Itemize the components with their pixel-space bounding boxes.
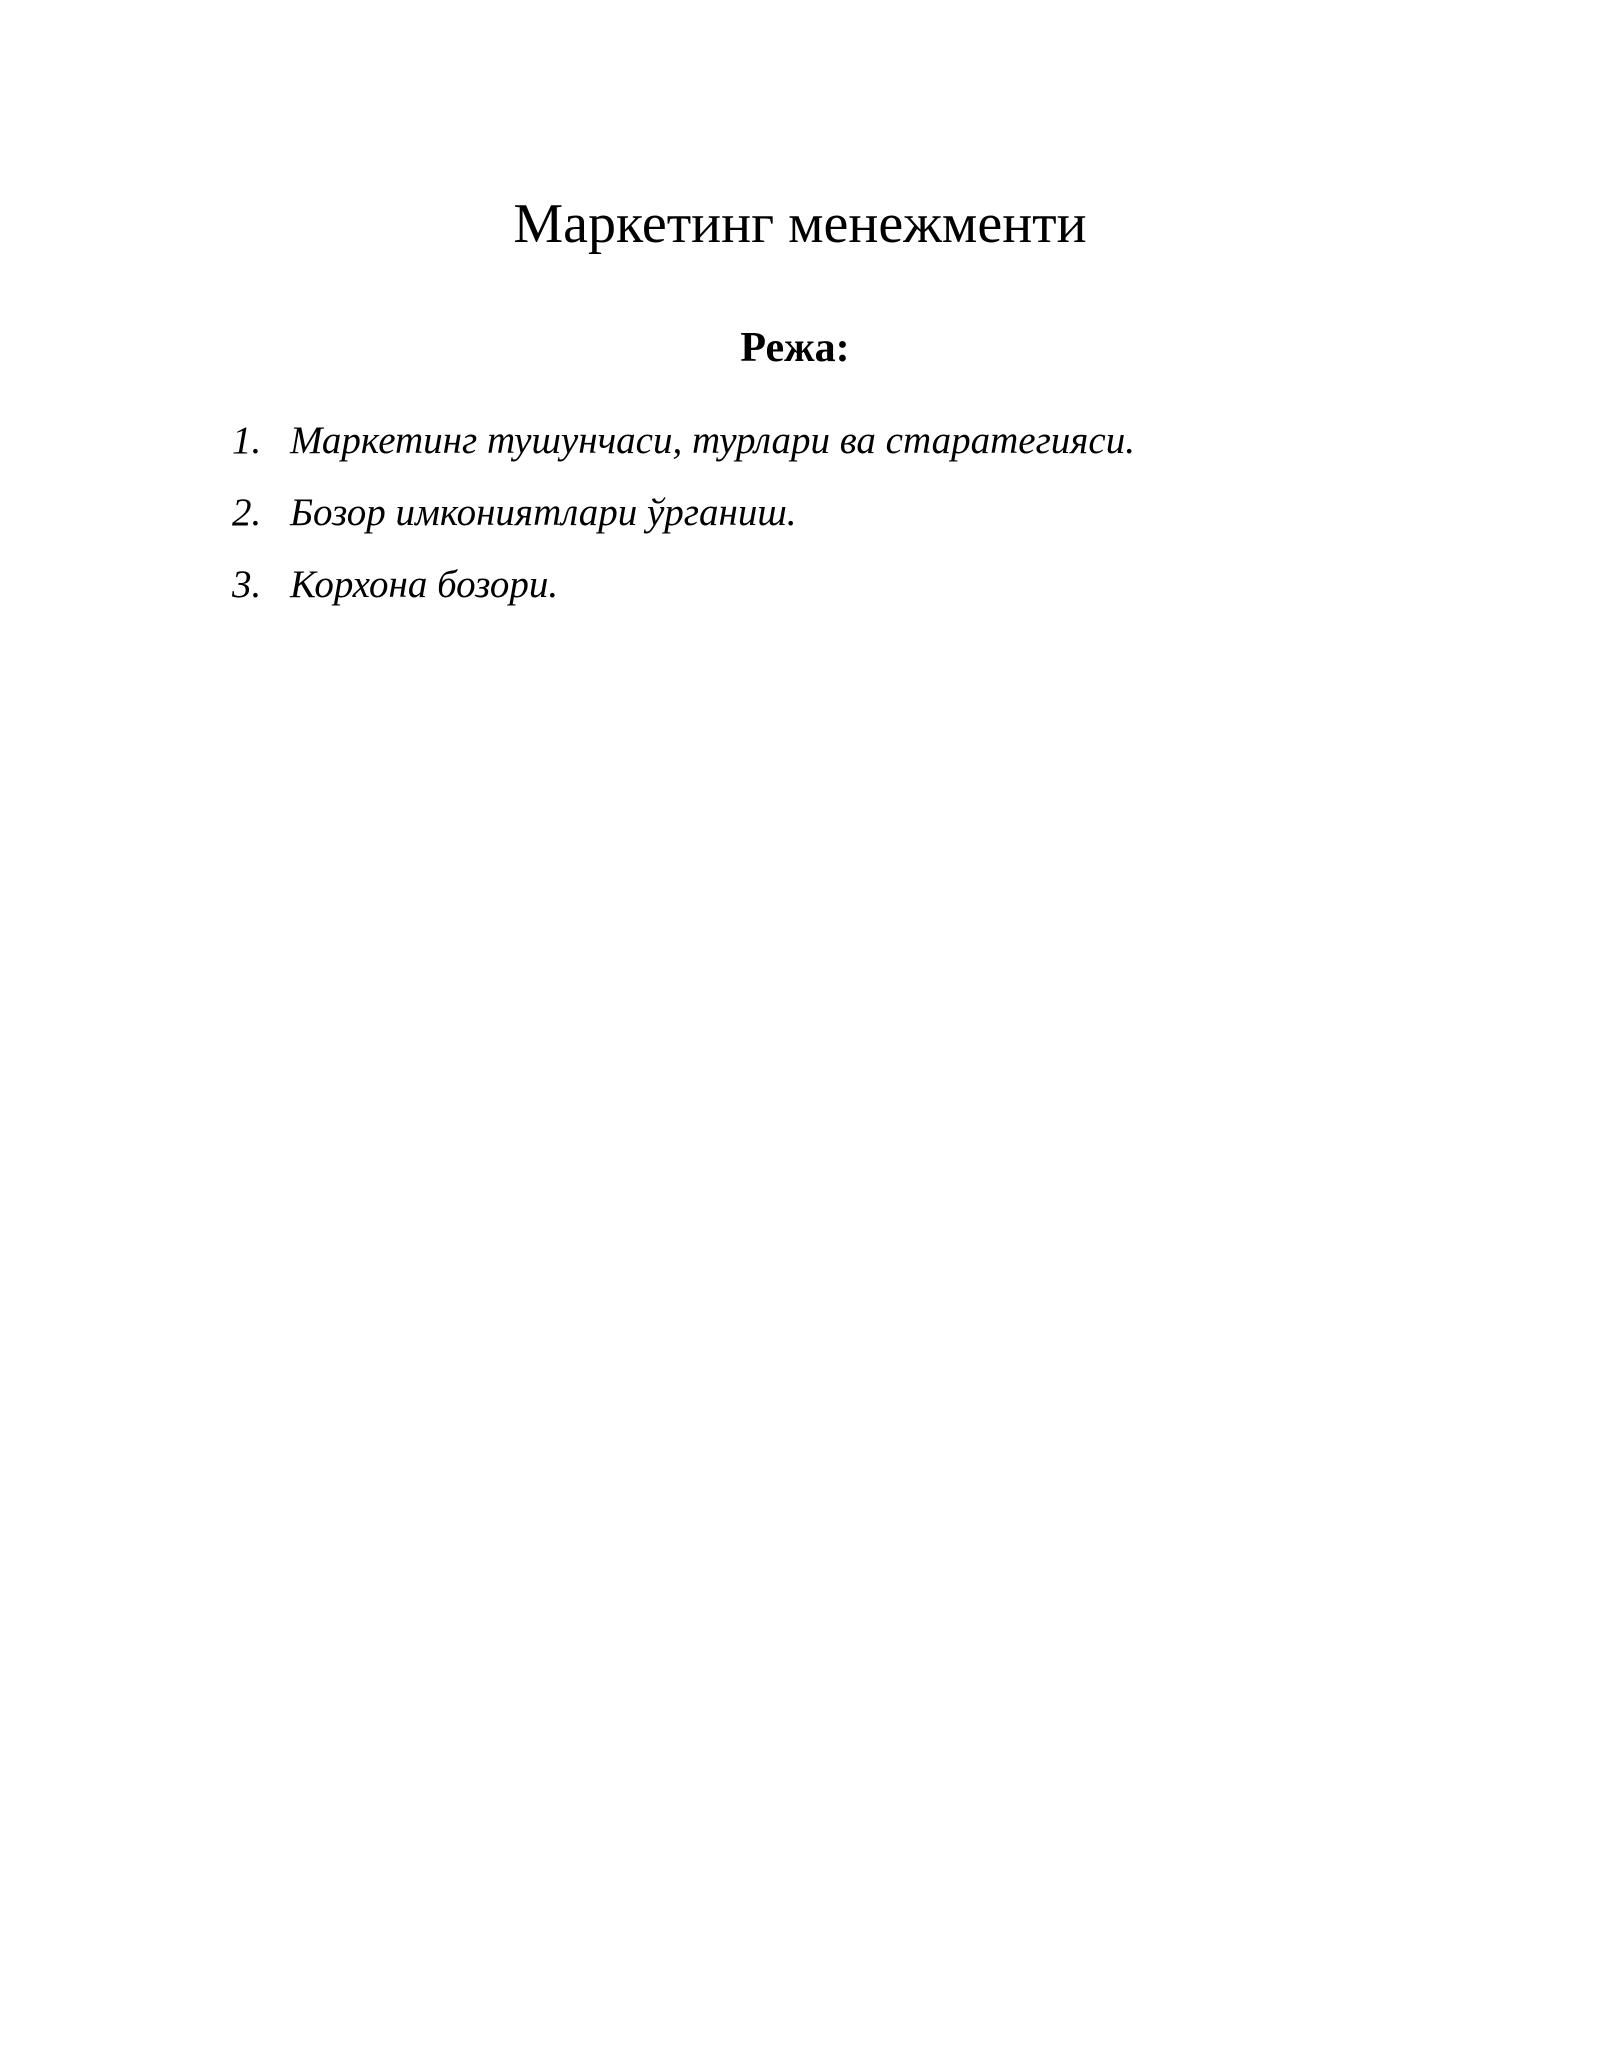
plan-heading: Режа: (740, 325, 850, 371)
plan-item (232, 557, 1135, 629)
plan-item-number: 1. (232, 419, 262, 462)
plan-item (232, 413, 1135, 485)
document-title: Маркетинг менежменти (513, 193, 1087, 255)
plan-item-text: Маркетинг тушунчаси, турлари ва стаpатегияси. (290, 419, 1135, 462)
plan-item (232, 485, 1135, 557)
plan-item-text: Корхона бозори. (290, 563, 559, 606)
plan-item-number: 3. (232, 563, 262, 606)
plan-item-number: 2. (232, 491, 262, 534)
plan-item-text: Бозор имкониятлари ўрганиш. (290, 491, 797, 534)
plan-list (232, 413, 1135, 629)
